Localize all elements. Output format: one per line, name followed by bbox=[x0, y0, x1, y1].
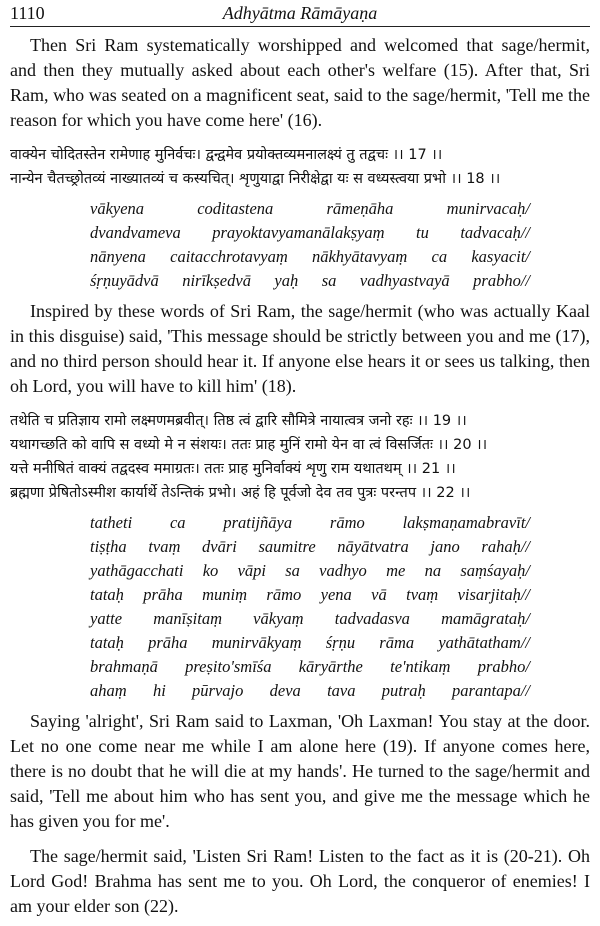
sanskrit-verses-15-18 bbox=[10, 143, 590, 191]
paragraph-2: Inspired by these words of Sri Ram, the sage/hermit (who was actually Kaal in this disguise) said, 'This message should be strictly between you and me (17), and no third person should hear it. If anyone else hears it or sees us talking, then oh Lord, you will have to kill him' (18). bbox=[10, 301, 590, 396]
paragraph-3: Saying 'alright', Sri Ram said to Laxman, 'Oh Laxman! You stay at the door. Let no one come near me while I am alone here (19). If anyone comes here, there is no doubt that he will die at my hands'. He turned to the sage/hermit and said, 'Tell me about him who has sent you, and give me the message which he has given you for me'. bbox=[10, 711, 590, 831]
transliteration-line: yatte manīṣitaṃ vākyaṃ tadvadasva mamāgrataḥ/ bbox=[90, 609, 530, 628]
transliteration-line: yathāgacchati ko vāpi sa vadhyo me na saṃśayaḥ/ bbox=[90, 561, 530, 580]
transliteration-line: vākyena coditastena rāmeṇāha munirvacaḥ/ bbox=[90, 199, 530, 218]
paragraph-4: The sage/hermit said, 'Listen Sri Ram! Listen to the fact as it is (20-21). Oh Lord God! Brahma has sent me to you. Oh Lord, the conqueror of enemies! I am your elder son (22). bbox=[10, 846, 590, 916]
sanskrit-verse-line: वाक्येन चोदितस्तेन रामेणाह मुनिर्वचः। द्वन्द्वमेव प्रयोक्तव्यमनालक्ष्यं तु तद्वचः ।। 17 ।। bbox=[10, 147, 443, 163]
transliteration-verses-19-22 bbox=[90, 511, 590, 703]
transliteration-line: tatheti ca pratijñāya rāmo lakṣmaṇamabravīt/ bbox=[90, 513, 530, 532]
running-title: Adhyātma Rāmāyaṇa bbox=[222, 3, 378, 23]
transliteration-line: tiṣṭha tvaṃ dvāri saumitre nāyātvatra jano rahaḥ// bbox=[90, 537, 530, 556]
page-number: 1110 bbox=[10, 3, 45, 23]
transliteration-line: tataḥ prāha munirvākyaṃ śṛṇu rāma yathātatham// bbox=[90, 633, 530, 652]
sanskrit-verses-19-22 bbox=[10, 409, 590, 505]
transliteration-line: dvandvameva prayoktavyamanālakṣyaṃ tu tadvacaḥ// bbox=[90, 223, 530, 242]
transliteration-line: tataḥ prāha muniṃ rāmo yena vā tvaṃ visarjitaḥ// bbox=[90, 585, 530, 604]
sanskrit-verse-line: यत्ते मनीषितं वाक्यं तद्वदस्व ममाग्रतः। ततः प्राह मुनिर्वाक्यं शृणु राम यथातथम् ।। 21 ।। bbox=[10, 461, 456, 477]
transliteration-line: ahaṃ hi pūrvajo deva tava putraḥ parantapa// bbox=[90, 681, 530, 700]
transliteration-line: brahmaṇā preṣito'smīśa kāryārthe te'ntikaṃ prabho/ bbox=[90, 657, 530, 676]
paragraph-1: Then Sri Ram systematically worshipped and welcomed that sage/hermit, and then they mutually asked about each other's welfare (15). After that, Sri Ram, who was seated on a magnificent seat, said to the sage/hermit, 'Tell me the reason for which you have come here' (16). bbox=[10, 35, 590, 130]
transliteration-verses-17-18 bbox=[90, 197, 590, 293]
page-header bbox=[10, 2, 590, 27]
transliteration-line: śṛṇuyādvā nirīkṣedvā yaḥ sa vadhyastvayā prabho// bbox=[90, 271, 530, 290]
sanskrit-verse-line: नान्येन चैतच्छ्रोतव्यं नाख्यातव्यं च कस्यचित्। शृणुयाद्वा निरीक्षेद्वा यः स वध्यस्त्वया प्रभो ।। 18 ।। bbox=[10, 171, 501, 187]
sanskrit-verse-line: ब्रह्मणा प्रेषितोऽस्मीश कार्यार्थे तेऽन्तिकं प्रभो। अहं हि पूर्वजो देव तव पुत्रः परन्तप ।। 22 ।। bbox=[10, 485, 471, 501]
transliteration-line: nānyena caitacchrotavyaṃ nākhyātavyaṃ ca kasyacit/ bbox=[90, 247, 530, 266]
sanskrit-verse-line: यथागच्छति को वापि स वध्यो मे न संशयः। ततः प्राह मुनिं रामो येन वा त्वं विसर्जितः ।। 20 ।। bbox=[10, 437, 488, 453]
sanskrit-verse-line: तथेति च प्रतिज्ञाय रामो लक्ष्मणमब्रवीत्। तिष्ठ त्वं द्वारि सौमित्रे नायात्वत्र जनो रहः ।। 19 ।। bbox=[10, 413, 467, 429]
